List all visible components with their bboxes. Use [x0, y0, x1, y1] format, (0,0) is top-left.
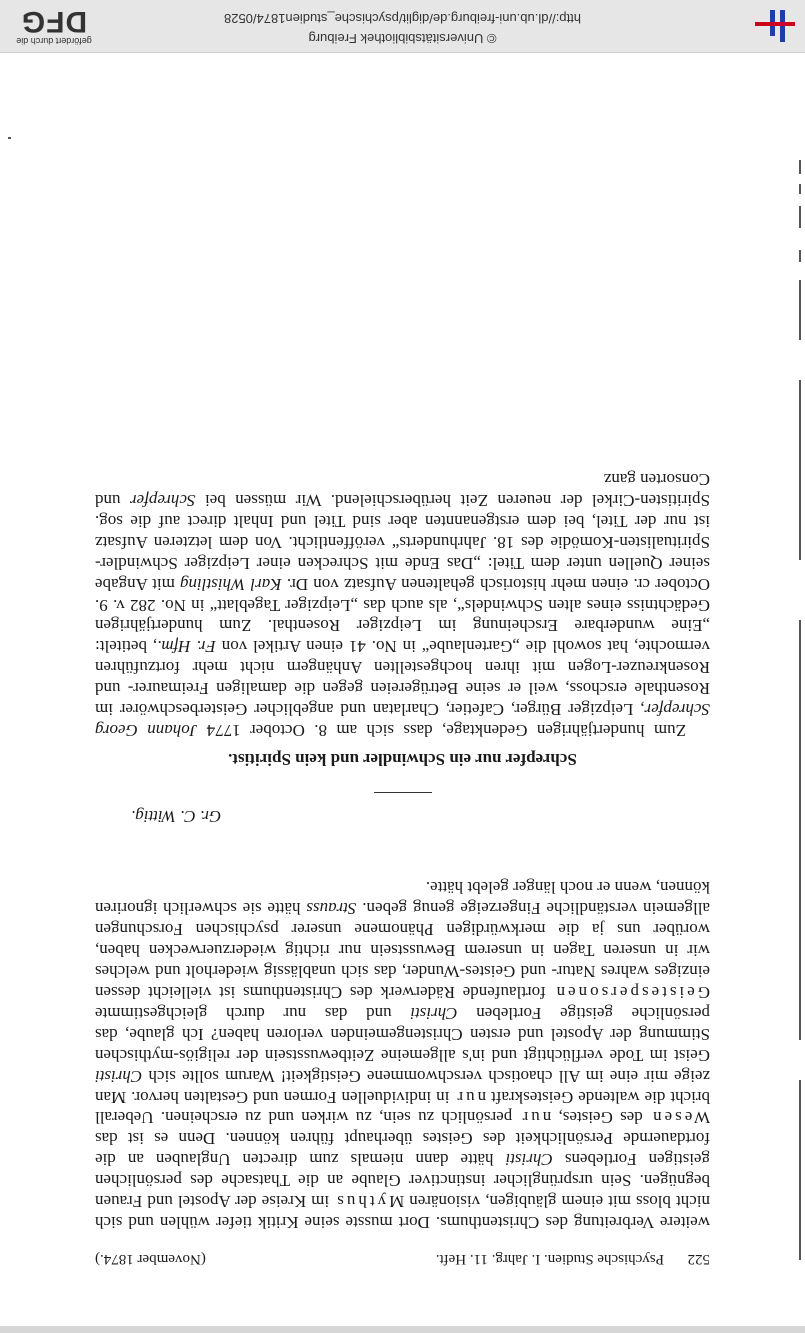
text-run: , Leipziger Bürger, Cafetier, Charlatan und angeblicher Geisterbeschwörer im Rosenthale erschoss, weil er seine Betrügereien gegen die damaligen Freimaurer- und Rosenkreuzer-Logen mit ihren hochgestellten Anhängern nicht mehr fortzuführen vermochte, hat sowohl die „Gartenlaube“ in No. 41 einen Artikel von	[95, 637, 710, 720]
journal-title: Psychische Studien. I. Jahrg. 11. Heft.	[435, 1251, 664, 1267]
scanned-page	[95, 222, 710, 1270]
spaced-emphasis-text: Mythus	[334, 1192, 405, 1212]
article-title: Schrepfer nur ein Schwindler und kein Spiritist.	[228, 750, 577, 769]
text-run: , betitelt: „Eine wunderbare Erscheinung im Leipziger Rosenthal. Zum hundertjährigen Gedächtniss eines alten Schwindels“, als auch das „Leipziger Tageblatt“ in No. 282 v. 9. October cr. einen mehr historisch gehaltenen Aufsatz von Dr.	[95, 574, 710, 657]
running-head	[95, 1248, 710, 1270]
author-signature: Gr. C. Wittig.	[131, 807, 222, 826]
emphasis-text: Fr. Hfm.	[157, 637, 216, 657]
scan-artefact	[799, 160, 801, 174]
spaced-emphasis-text: nur	[519, 1108, 552, 1128]
text-run: und Consorten ganz	[94, 470, 710, 511]
emphasis-text: Schrepfer	[130, 491, 196, 511]
text-run: fortlaufende Räderwerk des Christenthums ist vielleicht dessen einziges wahres Natur- und Geistes-Wunder, das sich unablässig wiederholt und welches wir in unseren Tagen in unserem Bewusstsein nur richtig wiederzuerwecken haben, worüber uns ja die merkwürdigen Phänomene unserer psychischen Forschungen allgemein verständliche Fingerzeige genug geben.	[95, 899, 710, 1003]
spaced-emphasis-text: nur	[454, 1087, 487, 1107]
text-run: Zum hundertjährigen Gedenktage, dass sich am 8. October 1774	[197, 721, 686, 740]
emphasis-text: Johann Georg Schrepfer	[95, 700, 710, 740]
scan-artefact	[799, 250, 801, 262]
source-url[interactable]: http://dl.ub.uni-freiburg.de/diglit/psychische_studien1874/0528	[223, 11, 582, 26]
text-run: persönlich zu sein, zu wirken und zu erscheinen. Ueberall bricht die waltende Geisteskraft	[95, 1087, 710, 1128]
scan-artefact	[799, 1080, 801, 1260]
viewer-footer	[0, 1326, 805, 1333]
text-run: hätte sie schwerlich ignoriren können, wenn er noch länger gelebt hätte.	[95, 878, 710, 919]
text-run: Geist im Tode verflüchtigt und in's allgemeine Zeitbewusstsein der religiös-mythischen Stimmung der Apostel und ersten Christengemeinden verloren haben? Ich glaube, das persönliche geistige Fortleben	[95, 1003, 710, 1065]
scan-artefact	[8, 137, 11, 139]
emphasis-text: Christi	[95, 1066, 143, 1086]
dfg-logo-mark: DFG	[20, 5, 88, 38]
emphasis-text: Karl Whistling	[180, 574, 282, 594]
page-number: 522	[687, 1251, 710, 1267]
spaced-emphasis-text: Geistespersonen	[553, 983, 710, 1003]
spaced-emphasis-text: Wesen	[650, 1108, 710, 1128]
scan-artefact	[799, 184, 801, 194]
text-run: in individuellen Formen und Gestalten hervor. Man zeige mir eine im All chaotisch verschwommene Geistigkeit! Warum sollte sich	[95, 1066, 710, 1107]
emphasis-text: Strauss	[306, 899, 357, 919]
text-run: weitere Verbreitung des Christenthums. Dort musste seine Kritik tiefer wühlen und sich nicht bloss mit einem gläubigen, visionären	[95, 1192, 710, 1232]
dfg-logo	[8, 6, 100, 46]
copyright-text: © Universitätsbibliothek Freiburg	[308, 31, 497, 46]
text-run: des Geistes,	[551, 1108, 651, 1128]
paragraph-continued	[95, 877, 710, 1232]
text-run: hätte dann niemals zum directen Unglauben an die fortdauernde Persönlichkeit des Geistes überhaupt führen können. Denn es ist das	[95, 1129, 710, 1170]
emphasis-text: Christi	[410, 1003, 458, 1023]
emphasis-text: Christi	[505, 1150, 553, 1170]
header-text	[0, 5, 805, 48]
viewer-header	[0, 0, 805, 53]
text-run: und das nur durch gleichgestimmte	[94, 1003, 411, 1023]
viewer-header-content	[0, 0, 805, 52]
text-run: mit Angabe seiner Quellen unter dem Titel: „Das Ende mit Schrecken einer Leipziger Schwindler-Spiritualisten-Komödie des 18. Jahrhunderts“ veröffentlicht. Von dem letzteren Aufsatz ist nur der Titel, bei dem erstgenannten aber sind Titel und Inhalt direct auf die sog. Spiritisten-Cirkel der neueren Zeit herüberschielend. Wir müssen bei	[95, 491, 710, 594]
section-divider	[374, 792, 432, 793]
issue-date: (November 1874.)	[95, 1251, 206, 1267]
scan-artefact	[799, 206, 801, 228]
dfg-logo-sub: gefördert durch die	[16, 36, 92, 46]
text-run: im Kreise der Apostel und Frauen begnügen. Sein ursprünglicher instinctiver Glaube an die Thatsache des persönlichen geistigen Fortlebens	[95, 1150, 710, 1212]
article-paragraph	[95, 468, 710, 740]
scan-artefact	[799, 380, 801, 560]
scan-artefact	[799, 620, 801, 1040]
scan-artefact	[799, 280, 801, 340]
